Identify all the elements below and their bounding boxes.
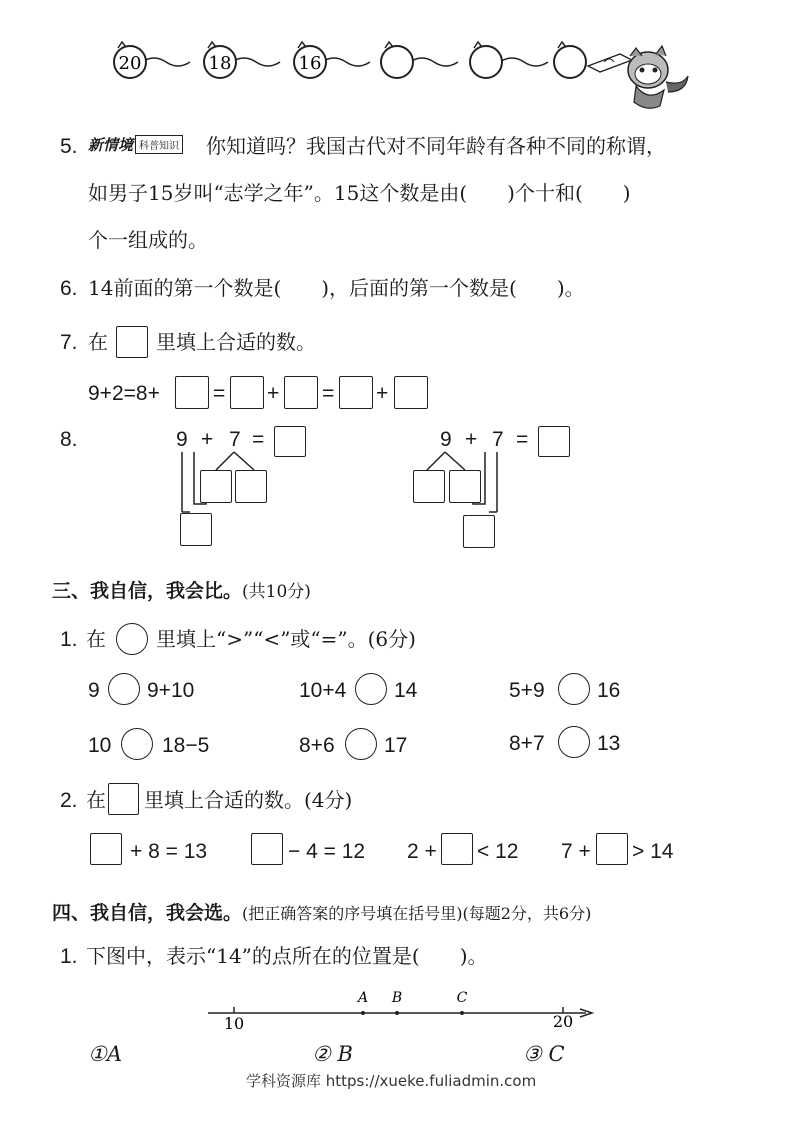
answer-box[interactable] — [463, 515, 495, 548]
answer-box[interactable] — [230, 376, 264, 409]
answer-box[interactable] — [538, 426, 570, 457]
answer-box[interactable] — [200, 470, 232, 503]
tick-label: 20 — [552, 1012, 574, 1031]
point-a — [361, 1011, 365, 1015]
question-text-post: 里填上合适的数。 — [156, 330, 316, 354]
section-title — [52, 576, 311, 603]
plus-sign: + — [267, 382, 280, 405]
section-title — [52, 898, 591, 925]
compare-circle[interactable] — [116, 623, 148, 655]
equation-after: < 12 — [477, 840, 519, 863]
header-progress-chain — [100, 32, 700, 112]
footer-watermark: 学科资源库 https://xueke.fuliadmin.com — [246, 1072, 537, 1090]
compare-left: 5+9 — [509, 679, 545, 702]
compare-circle[interactable] — [345, 728, 377, 760]
answer-box[interactable] — [284, 376, 318, 409]
equation-after: − 4 = 12 — [288, 840, 366, 863]
section-title-text: 三、我自信，我会比。 — [52, 580, 243, 602]
question-text-pre: 在 — [86, 627, 106, 651]
answer-box[interactable] — [180, 513, 212, 546]
point-label: A — [357, 990, 369, 1006]
plus-sign: + — [201, 428, 214, 451]
addend: 7 — [229, 428, 241, 451]
equation-before: 2 + — [407, 840, 437, 863]
equation-after: > 14 — [632, 840, 674, 863]
answer-box[interactable] — [108, 783, 139, 815]
point-label: B — [391, 990, 403, 1006]
answer-box[interactable] — [90, 833, 122, 865]
question-number: 2. — [60, 789, 78, 812]
progress-circle — [381, 42, 413, 78]
answer-box[interactable] — [413, 470, 445, 503]
compare-left: 10+4 — [299, 679, 347, 702]
cartoon-mascot-icon — [588, 46, 688, 108]
choice-option[interactable]: ③ C — [523, 1042, 565, 1066]
answer-box[interactable] — [339, 376, 373, 409]
question-text: 下图中，表示“14”的点所在的位置是( )。 — [86, 944, 488, 968]
section-title-text: 四、我自信，我会选。 — [52, 902, 243, 924]
question-number: 1. — [60, 628, 78, 651]
compare-circle[interactable] — [121, 728, 153, 760]
new-context-tag — [88, 134, 183, 155]
equation-start: 9+2=8+ — [88, 382, 160, 405]
answer-box[interactable] — [175, 376, 209, 409]
question-text-pre: 在 — [86, 788, 106, 812]
tag-sub-label: 科普知识 — [135, 135, 183, 154]
point-c — [460, 1011, 464, 1015]
compare-right: 17 — [384, 734, 408, 757]
compare-left: 9 — [88, 679, 100, 702]
answer-box[interactable] — [235, 470, 267, 503]
header-number: 18 — [208, 53, 232, 74]
compare-left: 8+6 — [299, 734, 335, 757]
header-number: 16 — [298, 53, 322, 74]
point-b — [395, 1011, 399, 1015]
choice-option[interactable]: ② B — [312, 1042, 353, 1066]
question-number: 1. — [60, 945, 78, 968]
equation-after: + 8 = 13 — [130, 840, 208, 863]
section-score: (共10分) — [242, 582, 311, 602]
plus-sign: + — [376, 382, 389, 405]
equation-before: 7 + — [561, 840, 591, 863]
addend: 9 — [440, 428, 452, 451]
compare-circle[interactable] — [355, 673, 387, 705]
answer-box[interactable] — [449, 470, 481, 503]
tick-label: 10 — [223, 1014, 245, 1033]
question-number: 6. — [60, 277, 78, 300]
question-text-line: 你知道吗？我国古代对不同年龄有各种不同的称谓， — [206, 134, 666, 158]
answer-box[interactable] — [441, 833, 473, 865]
question-text-line: 个一组成的。 — [88, 228, 208, 252]
addend: 9 — [176, 428, 188, 451]
question-text-line: 如男子15岁叫“志学之年”。15这个数是由( )个十和( ) — [88, 181, 631, 205]
compare-right: 13 — [597, 732, 621, 755]
question-text-pre: 在 — [88, 330, 108, 354]
number-line — [200, 985, 600, 1035]
tag-main-label: 新情境 — [88, 136, 134, 154]
answer-box[interactable] — [251, 833, 283, 865]
question-text-post: 里填上合适的数。(4分) — [144, 788, 353, 812]
header-number: 20 — [118, 53, 142, 74]
section-note: (把正确答案的序号填在括号里)(每题2分，共6分) — [242, 904, 592, 923]
equals-sign: = — [213, 382, 226, 405]
compare-left: 10 — [88, 734, 112, 757]
question-number: 8. — [60, 428, 78, 451]
question-number: 5. — [60, 135, 78, 158]
compare-right: 18−5 — [162, 734, 210, 757]
question-text: 14前面的第一个数是( )，后面的第一个数是( )。 — [88, 276, 585, 300]
answer-box[interactable] — [596, 833, 628, 865]
question-number: 7. — [60, 331, 78, 354]
compare-circle[interactable] — [108, 673, 140, 705]
answer-box[interactable] — [116, 326, 148, 358]
progress-circle — [554, 42, 586, 78]
equals-sign: = — [252, 428, 265, 451]
equals-sign: = — [516, 428, 529, 451]
compare-right: 9+10 — [147, 679, 195, 702]
compare-right: 14 — [394, 679, 418, 702]
question-text-post: 里填上“>”“<”或“=”。(6分) — [156, 627, 416, 651]
answer-box[interactable] — [394, 376, 428, 409]
plus-sign: + — [465, 428, 478, 451]
equals-sign: = — [322, 382, 335, 405]
compare-left: 8+7 — [509, 732, 545, 755]
compare-circle[interactable] — [558, 673, 590, 705]
compare-right: 16 — [597, 679, 621, 702]
compare-circle[interactable] — [558, 726, 590, 758]
addend: 7 — [492, 428, 504, 451]
choice-option[interactable]: ①A — [88, 1042, 122, 1066]
progress-circle — [470, 42, 502, 78]
point-label: C — [456, 990, 468, 1006]
